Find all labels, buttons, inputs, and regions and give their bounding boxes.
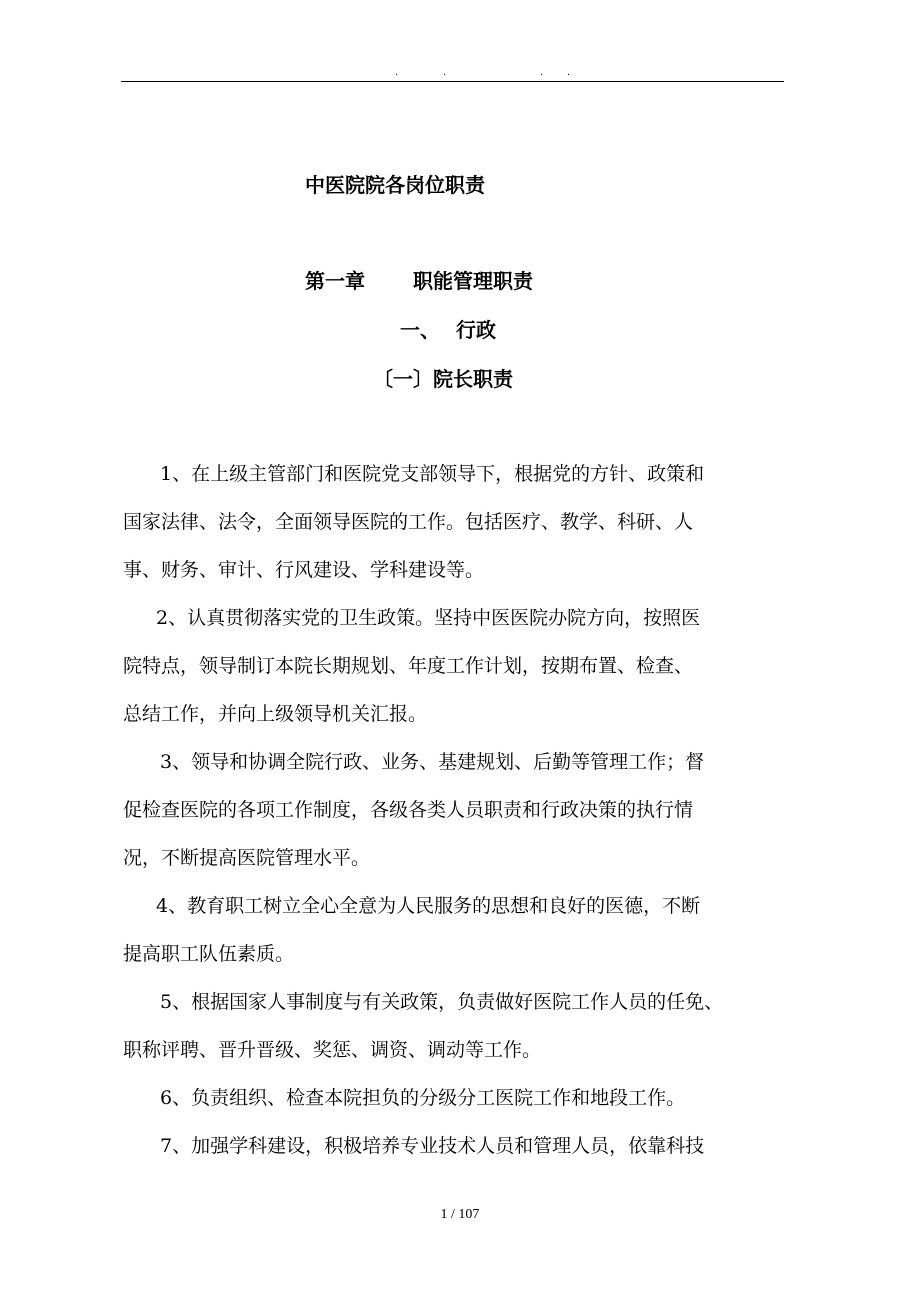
paragraph-line: 况，不断提高医院管理水平。 bbox=[123, 847, 371, 869]
section-number: 一、 bbox=[400, 318, 440, 342]
section-name: 行政 bbox=[456, 318, 496, 342]
header-dot: . bbox=[540, 67, 544, 78]
paragraph-line: 国家法律、法令，全面领导医院的工作。包括医疗、教学、科研、人 bbox=[123, 511, 694, 533]
page-number: 1 / 107 bbox=[440, 1207, 480, 1222]
header-dots bbox=[121, 66, 784, 80]
paragraph-line: 4、教育职工树立全心全意为人民服务的思想和良好的医德，不断 bbox=[156, 895, 701, 917]
chapter-heading bbox=[305, 267, 533, 295]
header-dot: . bbox=[567, 67, 571, 78]
document-title: 中医院院各岗位职责 bbox=[305, 173, 485, 197]
subsection-heading: 〔一〕院长职责 bbox=[373, 367, 513, 391]
paragraph-line: 6、负责组织、检查本院担负的分级分工医院工作和地段工作。 bbox=[160, 1087, 686, 1109]
paragraph-line: 职称评聘、晋升晋级、奖惩、调资、调动等工作。 bbox=[123, 1039, 542, 1061]
paragraph-line: 促检查医院的各项工作制度，各级各类人员职责和行政决策的执行情 bbox=[123, 799, 694, 821]
paragraph-line: 总结工作，并向上级领导机关汇报。 bbox=[123, 703, 428, 725]
paragraph-line: 事、财务、审计、行风建设、学科建设等。 bbox=[123, 559, 485, 581]
header-dot: . bbox=[443, 67, 447, 78]
section-heading bbox=[400, 316, 496, 344]
paragraph-line: 7、加强学科建设，积极培养专业技术人员和管理人员，依靠科技 bbox=[160, 1135, 705, 1157]
paragraph-line: 2、认真贯彻落实党的卫生政策。坚持中医医院办院方向，按照医 bbox=[156, 607, 701, 629]
paragraph-line: 3、领导和协调全院行政、业务、基建规划、后勤等管理工作；督 bbox=[160, 751, 705, 773]
header-dot: . bbox=[395, 67, 399, 78]
paragraph-line: 院特点，领导制订本院长期规划、年度工作计划，按期布置、检查、 bbox=[123, 655, 694, 677]
paragraph-line: 提高职工队伍素质。 bbox=[123, 943, 295, 965]
paragraph-line: 1、在上级主管部门和医院党支部领导下，根据党的方针、政策和 bbox=[160, 463, 705, 485]
paragraph-line: 5、根据国家人事制度与有关政策，负责做好医院工作人员的任免、 bbox=[160, 991, 724, 1013]
chapter-number: 第一章 bbox=[305, 269, 365, 293]
chapter-name: 职能管理职责 bbox=[413, 269, 533, 293]
header-rule bbox=[121, 81, 784, 82]
